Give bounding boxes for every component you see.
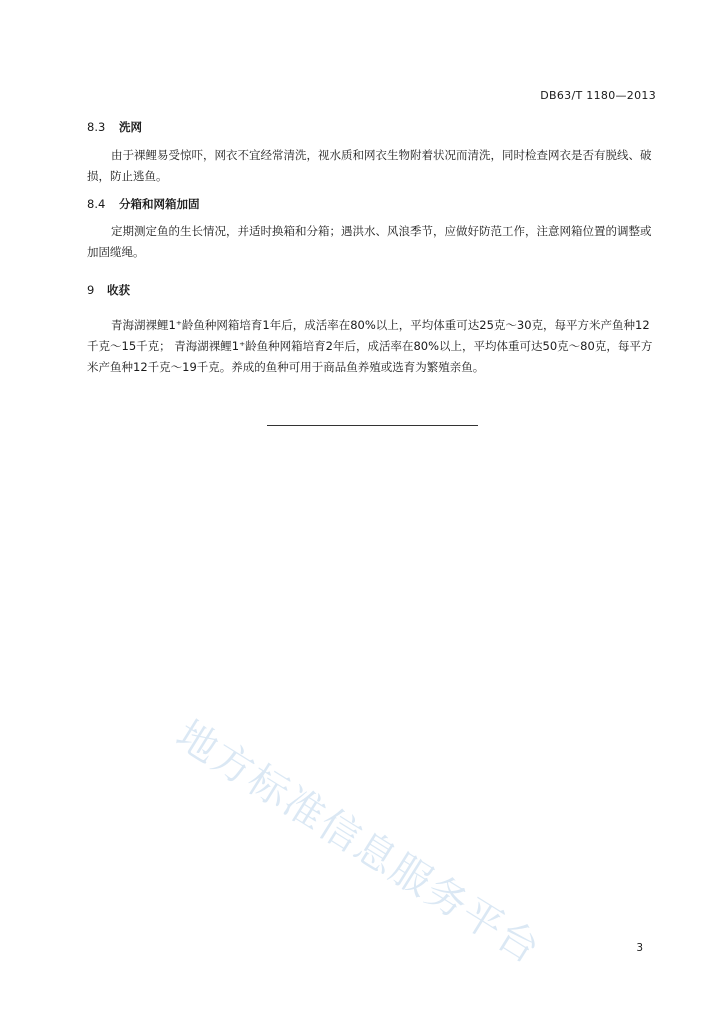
section-number: 8.3: [87, 120, 106, 134]
section-title: 洗网: [119, 120, 142, 134]
end-of-document-rule: [267, 425, 478, 426]
paragraph-text: 青海湖裸鲤1⁺龄鱼种网箱培育1年后，成活率在80%以上，平均体重可达25克～30克，每平方米产鱼种12千克～15千克； 青海湖裸鲤1⁺龄鱼种网箱培育2年后，成活率在80%以上，平均体重可达50克～80克，每平方米产鱼种12千克～19千克。养成的鱼种可用于商品鱼养殖或选育为繁殖亲鱼。: [87, 318, 653, 374]
section-heading-9: [87, 282, 130, 298]
section-8-4-paragraph: [87, 221, 657, 263]
paragraph-text: 定期测定鱼的生长情况，并适时换箱和分箱；遇洪水、风浪季节，应做好防范工作，注意网箱位置的调整或加固缆绳。: [87, 224, 652, 259]
document-code: DB63/T 1180—2013: [540, 89, 656, 102]
section-number: 9: [87, 283, 95, 297]
section-title: 收获: [107, 283, 130, 297]
page-number: 3: [636, 942, 643, 954]
section-heading-8-3: [87, 119, 142, 135]
section-heading-8-4: [87, 196, 200, 212]
section-9-paragraph: [87, 315, 657, 378]
section-title: 分箱和网箱加固: [119, 197, 200, 211]
section-number: 8.4: [87, 197, 106, 211]
paragraph-text: 由于裸鲤易受惊吓，网衣不宜经常清洗，视水质和网衣生物附着状况而清洗，同时检查网衣是否有脱线、破损，防止逃鱼。: [87, 148, 652, 183]
watermark: 地方标准信息服务平台: [167, 711, 549, 974]
section-8-3-paragraph: [87, 145, 657, 187]
